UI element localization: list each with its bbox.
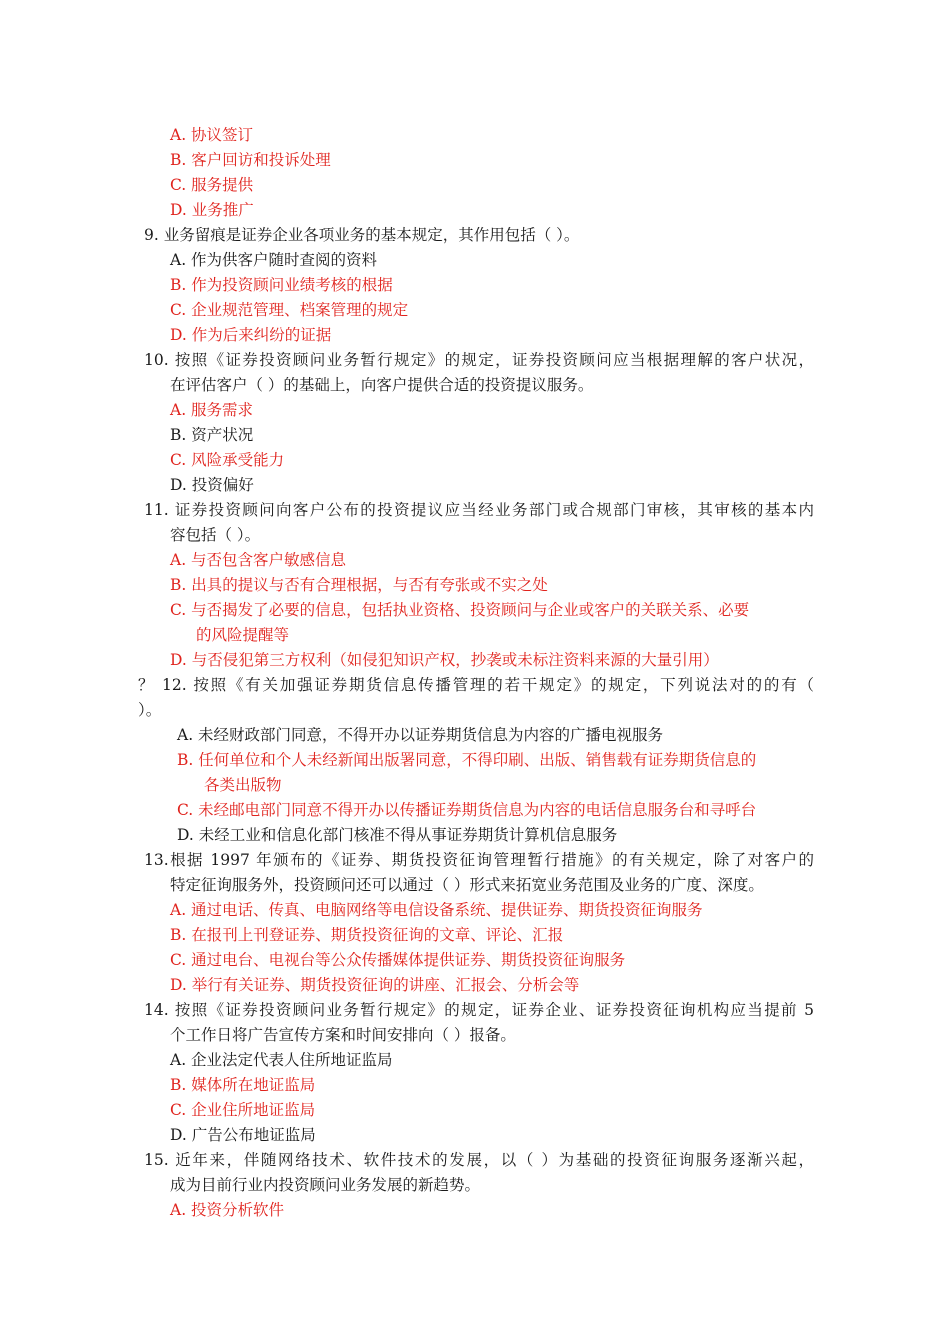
q9-option-d: D. 作为后来纠纷的证据 bbox=[170, 326, 332, 344]
q15-stem-line-1: 15. 近年来，伴随网络技术、软件技术的发展，以（ ）为基础的投资征询服务逐渐兴起， bbox=[144, 1151, 814, 1169]
q13-stem-line-1: 13.根据 1997 年颁布的《证券、期货投资征询管理暂行措施》的有关规定，除了对客户的 bbox=[144, 851, 814, 869]
q8-option-c: C. 服务提供 bbox=[170, 176, 254, 194]
q14-stem-line-1: 14. 按照《证券投资顾问业务暂行规定》的规定，证券企业、证券投资征询机构应当提前 5 bbox=[144, 1001, 814, 1019]
q15-option-a: A. 投资分析软件 bbox=[170, 1201, 285, 1219]
q9-option-b: B. 作为投资顾问业绩考核的根据 bbox=[170, 276, 393, 294]
q11-option-d: D. 与否侵犯第三方权利（如侵犯知识产权，抄袭或未标注资料来源的大量引用） bbox=[170, 651, 719, 669]
q13-stem-line-2: 特定征询服务外，投资顾问还可以通过（ ）形式来拓宽业务范围及业务的广度、深度。 bbox=[170, 876, 764, 894]
q12-option-b-line-1: B. 任何单位和个人未经新闻出版署同意，不得印刷、出版、销售载有证券期货信息的 bbox=[177, 751, 757, 769]
q11-option-c-line-2: 的风险提醒等 bbox=[196, 626, 290, 644]
q9-stem: 9. 业务留痕是证券企业各项业务的基本规定，其作用包括（ ）。 bbox=[144, 226, 580, 244]
q11-stem-line-2: 容包括（ ）。 bbox=[170, 526, 261, 544]
q13-option-c: C. 通过电台、电视台等公众传播媒体提供证券、期货投资征询服务 bbox=[170, 951, 626, 969]
q10-stem-line-2: 在评估客户（ ）的基础上，向客户提供合适的投资提议服务。 bbox=[170, 376, 594, 394]
q10-option-b: B. 资产状况 bbox=[170, 426, 254, 444]
q10-option-d: D. 投资偏好 bbox=[170, 476, 254, 494]
q8-option-b: B. 客户回访和投诉处理 bbox=[170, 151, 331, 169]
q12-option-a: A. 未经财政部门同意，不得开办以证券期货信息为内容的广播电视服务 bbox=[177, 726, 664, 744]
q8-option-d: D. 业务推广 bbox=[170, 201, 254, 219]
q13-option-d: D. 举行有关证券、期货投资征询的讲座、汇报会、分析会等 bbox=[170, 976, 580, 994]
q12-stem-line-2: ）。 bbox=[138, 701, 162, 719]
q14-option-a: A. 企业法定代表人住所地证监局 bbox=[170, 1051, 393, 1069]
q14-option-c: C. 企业住所地证监局 bbox=[170, 1101, 316, 1119]
q9-option-a: A. 作为供客户随时查阅的资料 bbox=[170, 251, 378, 269]
q10-option-a: A. 服务需求 bbox=[170, 401, 254, 419]
q9-option-c: C. 企业规范管理、档案管理的规定 bbox=[170, 301, 409, 319]
q11-option-b: B. 出具的提议与否有合理根据，与否有夸张或不实之处 bbox=[170, 576, 548, 594]
q12-option-c: C. 未经邮电部门同意不得开办以传播证券期货信息为内容的电话信息服务台和寻呼台 bbox=[177, 801, 757, 819]
q13-option-b: B. 在报刊上刊登证券、期货投资征询的文章、评论、汇报 bbox=[170, 926, 564, 944]
q10-stem-line-1: 10. 按照《证券投资顾问业务暂行规定》的规定，证券投资顾问应当根据理解的客户状况， bbox=[144, 351, 814, 369]
q14-stem-line-2: 个工作日将广告宣传方案和时间安排向（ ）报备。 bbox=[170, 1026, 516, 1044]
q13-option-a: A. 通过电话、传真、电脑网络等电信设备系统、提供证券、期货投资征询服务 bbox=[170, 901, 703, 919]
q10-option-c: C. 风险承受能力 bbox=[170, 451, 285, 469]
q14-option-d: D. 广告公布地证监局 bbox=[170, 1126, 316, 1144]
q11-option-a: A. 与否包含客户敏感信息 bbox=[170, 551, 347, 569]
q15-stem-line-2: 成为目前行业内投资顾问业务发展的新趋势。 bbox=[170, 1176, 481, 1194]
q11-option-c-line-1: C. 与否揭发了必要的信息，包括执业资格、投资顾问与企业或客户的关联关系、必要 bbox=[170, 601, 750, 619]
q12-option-b-line-2: 各类出版物 bbox=[204, 776, 282, 794]
q14-option-b: B. 媒体所在地证监局 bbox=[170, 1076, 316, 1094]
question-list bbox=[138, 123, 814, 1223]
q11-stem-line-1: 11. 证券投资顾问向客户公布的投资提议应当经业务部门或合规部门审核，其审核的基本内 bbox=[144, 501, 814, 519]
q12-stem-line-1: ？ 12. 按照《有关加强证券期货信息传播管理的若干规定》的规定，下列说法对的的有（ bbox=[138, 676, 814, 694]
q8-option-a: A. 协议签订 bbox=[170, 126, 254, 144]
q12-option-d: D. 未经工业和信息化部门核准不得从事证券期货计算机信息服务 bbox=[177, 826, 618, 844]
